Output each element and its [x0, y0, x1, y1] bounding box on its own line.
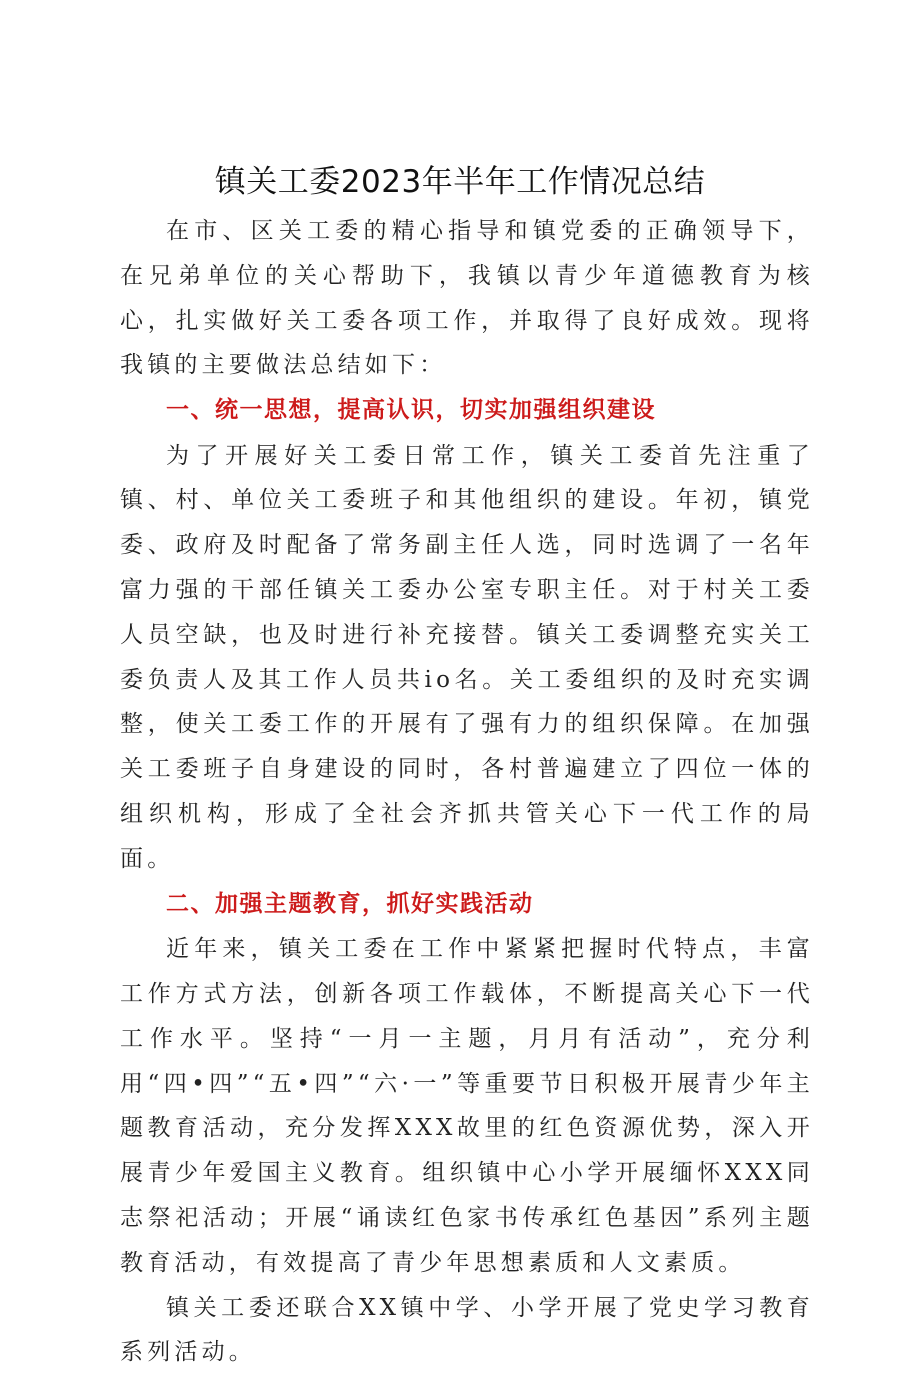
section-heading-2: 二、加强主题教育，抓好实践活动 — [166, 890, 534, 917]
document-title: 镇关工委2023年半年工作情况总结 — [214, 164, 706, 200]
section-1-paragraph: 为了开展好关工委日常工作，镇关工委首先注重了镇、村、单位关工委班子和其他组织的建设。年初，镇党委、政府及时配备了常务副主任人选，同时选调了一名年富力强的干部任镇关工委办公室专职主任。对于村关工委人员空缺，也及时进行补充接替。镇关工委调整充实关工委负责人及其工作人员共io名。关工委组织的及时充实调整，使关工委工作的开展有了强有力的组织保障。在加强关工委班子自身建设的同时，各村普遍建立了四位一体的组织机构，形成了全社会齐抓共管关心下一代工作的局面。 — [120, 442, 814, 872]
document-body — [120, 209, 814, 1375]
intro-paragraph: 在市、区关工委的精心指导和镇党委的正确领导下，在兄弟单位的关心帮助下，我镇以青少年道德教育为核心，扎实做好关工委各项工作，并取得了良好成效。现将我镇的主要做法总结如下： — [120, 218, 814, 379]
section-heading-1: 一、统一思想，提高认识，切实加强组织建设 — [166, 397, 656, 424]
section-2-paragraph-2: 镇关工委还联合XX镇中学、小学开展了党史学习教育系列活动。 — [120, 1294, 814, 1366]
section-2-paragraph-1: 近年来，镇关工委在工作中紧紧把握时代特点，丰富工作方式方法，创新各项工作载体，不断提高关心下一代工作水平。坚持“一月一主题，月月有活动”，充分利用“四•四”“五•四”“六·一”等重要节日积极开展青少年主题教育活动，充分发挥XXX故里的红色资源优势，深入开展青少年爱国主义教育。组织镇中心小学开展缅怀XXX同志祭祀活动；开展“诵读红色家书传承红色基因”系列主题教育活动，有效提高了青少年思想素质和人文素质。 — [120, 936, 814, 1276]
